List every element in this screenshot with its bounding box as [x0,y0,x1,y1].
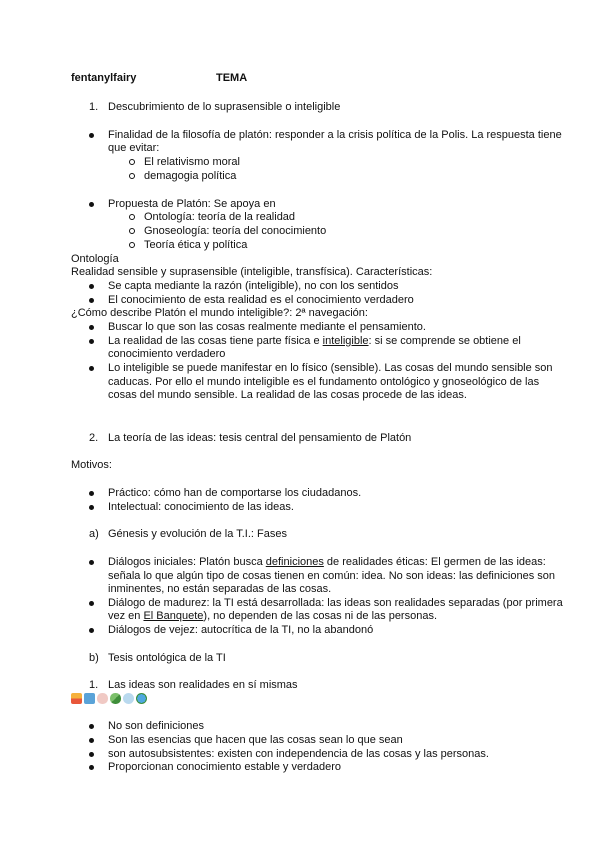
list-item-text: Lo inteligible se puede manifestar en lo físico (sensible). Las cosas del mundo sensible son [108,362,553,374]
globe-emoji-icon [136,693,147,704]
list-item [108,760,341,774]
bullet-icon [89,738,94,743]
hollow-bullet-icon [129,242,135,248]
numbered-item [89,678,298,692]
list-item-text: Se capta mediante la razón (inteligible), no con los sentidos [108,280,399,292]
subsection-b-text: Tesis ontológica de la TI [108,652,226,664]
sub-list-item [144,210,295,224]
list-item: La realidad de las cosas tiene parte física e inteligible: si se comprende se obtiene el [108,334,521,348]
list-item-continuation: cosas del mundo sensible. La realidad de las cosas procede de las ideas. [108,389,467,401]
section-1-heading-text: Descubrimiento de lo suprasensible o inteligible [108,101,341,113]
motivos-label: Motivos: [71,459,112,471]
section-2-number: 2. [89,432,99,444]
list-item-text: Propuesta de Platón: Se apoya en [108,198,276,210]
bullet-icon [89,298,94,303]
bandage-emoji-icon [97,693,108,704]
bullet-icon [89,724,94,729]
bullet-icon [89,133,94,138]
subsection-a-marker: a) [89,528,99,540]
sub-list-item-text: Gnoseología: teoría del conocimiento [144,225,327,237]
list-item [108,320,426,334]
sparkle-emoji-icon [123,693,134,704]
list-item [108,361,553,375]
section-1-heading [89,100,341,114]
list-item [108,719,204,733]
list-item-text: son autosubsistentes: existen con independencia de las cosas y las personas. [108,748,489,760]
inteligible-underlined: inteligible [322,335,369,347]
list-item [108,486,361,500]
list-item-text: Diálogo de madurez: la TI está desarrollada: las ideas son realidades separadas (por primera [108,597,563,609]
subsection-a-text: Génesis y evolución de la T.I.: Fases [108,528,287,540]
list-item [108,733,403,747]
hollow-bullet-icon [129,228,135,234]
bullet-icon [89,366,94,371]
el-banquete-underlined: El Banquete [143,610,204,622]
emoji-row [71,693,147,705]
list-item-continuation: que evitar: [108,142,160,154]
numbered-item-number: 1. [89,679,99,691]
ontologia-intro: Realidad sensible y suprasensible (inteligible, transfísica). Características: [71,266,433,278]
list-item-continuation: señala lo que algún tipo de cosas tienen en común: idea. No son ideas: las definiciones son [108,570,556,582]
sub-list-item-text: demagogia política [144,170,237,182]
list-item-text: No son definiciones [108,720,205,732]
subsection-b-marker: b) [89,652,99,664]
bullet-icon [89,505,94,510]
list-item-text: Diálogos de vejez: autocrítica de la TI, no la abandonó [108,624,374,636]
subsection-b [89,651,226,665]
list-item-text: Finalidad de la filosofía de platón: responder a la crisis política de la Polis. La respuesta tiene [108,129,562,141]
list-item [108,500,294,514]
sunrise-emoji-icon [71,693,82,704]
pill-emoji-icon [110,693,121,704]
sub-list-item [144,224,326,238]
list-item-text: Buscar lo que son las cosas realmente mediante el pensamiento. [108,321,426,333]
hollow-bullet-icon [129,173,135,179]
section-1-number: 1. [89,101,99,113]
list-item-text: Práctico: cómo han de comportarse los ciudadanos. [108,487,362,499]
list-item-continuation: vez en El Banquete), no dependen de las cosas ni de las personas. [108,610,438,622]
list-item [108,747,489,761]
list-item: Diálogos iniciales: Platón busca definiciones de realidades éticas: El germen de las ideas: [108,555,546,569]
list-item [108,623,373,637]
bullet-icon [89,765,94,770]
author-name: fentanylfairy [71,72,137,84]
star-box-emoji-icon [84,693,95,704]
sub-list-item-text: Ontología: teoría de la realidad [144,211,296,223]
bullet-icon [89,560,94,565]
ontologia-title: Ontología [71,253,119,265]
list-item-continuation: caducas. Por ello el mundo inteligible es el fundamento ontológico y gnoseológico de las [108,376,540,388]
list-item [108,197,276,211]
list-item-text: Proporcionan conocimiento estable y verdadero [108,761,341,773]
list-item-continuation: conocimiento verdadero [108,348,226,360]
section-2-heading [89,431,412,445]
bullet-icon [89,339,94,344]
sub-list-item-text: Teoría ética y política [144,239,248,251]
bullet-icon [89,491,94,496]
bullet-icon [89,752,94,757]
list-item-continuation: inminentes, no están separadas de las cosas. [108,583,332,595]
bullet-icon [89,601,94,606]
list-item-text: El conocimiento de esta realidad es el conocimiento verdadero [108,294,414,306]
list-item-text: Intelectual: conocimiento de las ideas. [108,501,294,513]
hollow-bullet-icon [129,159,135,165]
hollow-bullet-icon [129,214,135,220]
list-item [108,279,398,293]
list-item-text: Son las esencias que hacen que las cosas sean lo que sean [108,734,403,746]
ontologia-question: ¿Cómo describe Platón el mundo inteligible?: 2ª navegación: [71,307,368,319]
bullet-icon [89,628,94,633]
sub-list-item-text: El relativismo moral [144,156,240,168]
subsection-a [89,527,287,541]
list-item [108,128,562,142]
sub-list-item [144,238,247,252]
definiciones-underlined: definiciones [265,556,324,568]
bullet-icon [89,284,94,289]
numbered-item-text: Las ideas son realidades en sí mismas [108,679,298,691]
bullet-icon [89,202,94,207]
sub-list-item [144,169,236,183]
list-item [108,596,563,610]
doc-title: TEMA [216,72,248,84]
sub-list-item [144,155,240,169]
list-item [108,293,414,307]
section-2-heading-text: La teoría de las ideas: tesis central del pensamiento de Platón [108,432,412,444]
bullet-icon [89,325,94,330]
